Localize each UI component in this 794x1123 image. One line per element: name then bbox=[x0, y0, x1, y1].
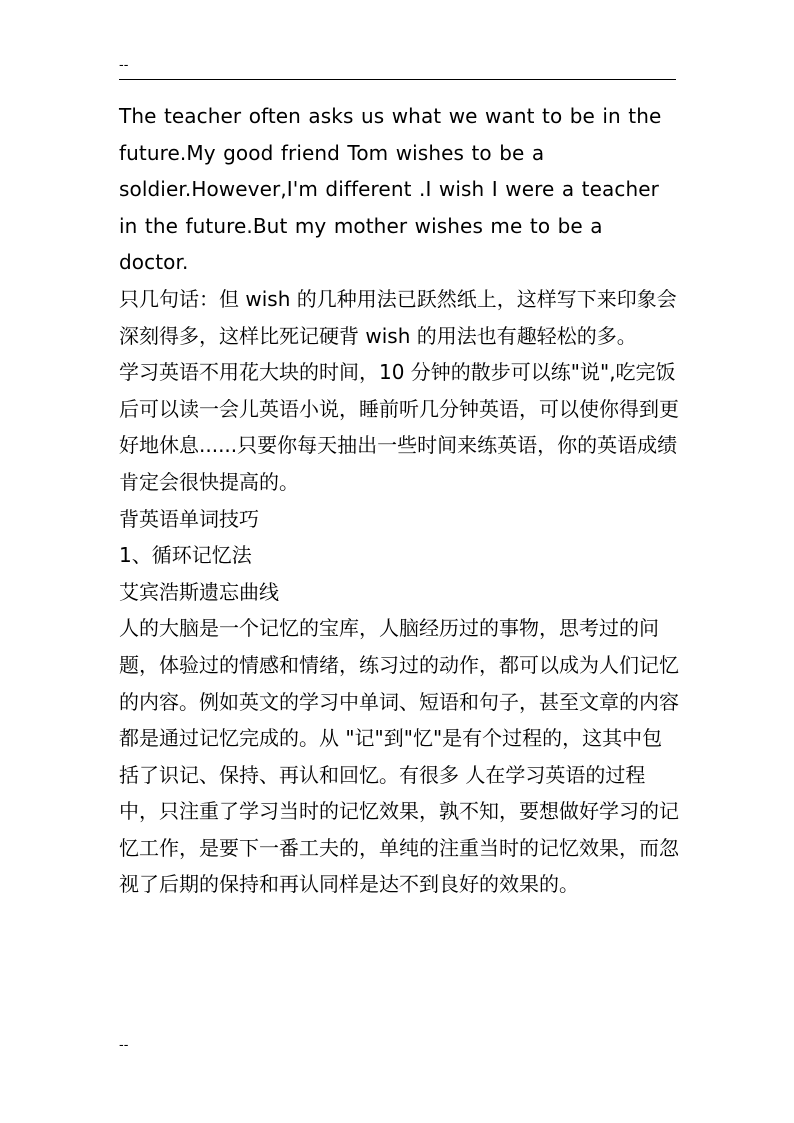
paragraph-wish-comment: 只几句话：但 wish 的几种用法已跃然纸上，这样写下来印象会深刻得多，这样比死记硬背 wish 的用法也有趣轻松的多。 bbox=[119, 286, 677, 348]
paragraph-study-time: 学习英语不用花大块的时间，10 分钟的散步可以练"说",吃完饭后可以读一会儿英语小说，睡前听几分钟英语，可以使你得到更好地休息......只要你每天抽出一些时间来练英语，你的英语成绩肯定会很快提高的。 bbox=[119, 360, 679, 494]
section-heading-vocabulary-tips: 背英语单词技巧 bbox=[119, 506, 259, 531]
document-body bbox=[119, 98, 679, 903]
paragraph-memory-explanation: 人的大脑是一个记忆的宝库，人脑经历过的事物，思考过的问题，体验过的情感和情绪，练习过的动作，都可以成为人们记忆的内容。例如英文的学习中单词、短语和句子，甚至文章的内容都是通过记忆完成的。从 "记"到"忆"是有个过程的，这其中包括了识记、保持、再认和回忆。有很多 人在学习英语的过程中，只注重了学习当时的记忆效果，孰不知，要想做好学习的记忆工作，是要下一番工夫的，单纯的注重当时的记忆效果，而忽视了后期的保持和再认同样是达不到良好的效果的。 bbox=[119, 616, 679, 897]
header-divider bbox=[119, 79, 676, 80]
page-header-mark: -- bbox=[119, 58, 129, 73]
page-footer-mark: -- bbox=[119, 1038, 129, 1053]
subheading-forgetting-curve: 艾宾浩斯遗忘曲线 bbox=[119, 579, 279, 604]
paragraph-wish-example: The teacher often asks us what we want to be in the future.My good friend Tom wishes to be a soldier.However,I'm different .I wish I were a teacher in the future.But my mother wishes me to be a doctor. bbox=[119, 104, 662, 275]
subheading-cyclic-memory: 1、循环记忆法 bbox=[119, 543, 252, 568]
